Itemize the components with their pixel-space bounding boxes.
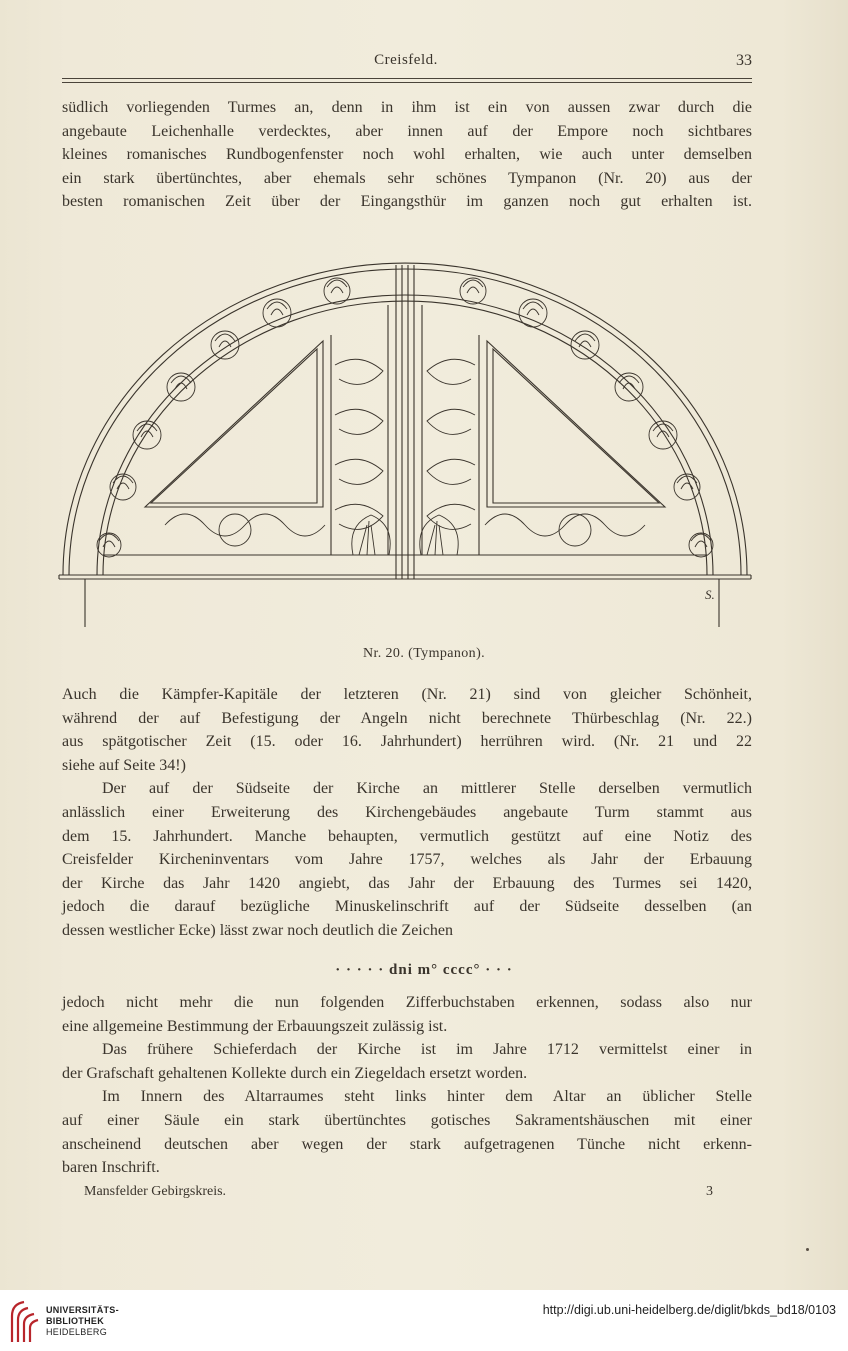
text-line: eine allgemeine Bestimmung der Erbauungszeit zulässig ist. xyxy=(62,1017,448,1035)
text-line: dem 15. Jahrhundert. Manche behaupten, vermutlich gestützt auf eine Notiz des xyxy=(62,827,752,845)
text-line: Creisfelder Kircheninventars vom Jahre 1757, welches als Jahr der Erbauung xyxy=(62,851,752,869)
text-line: dessen westlicher Ecke) lässt zwar noch deutlich die Zeichen xyxy=(62,921,453,939)
text-line: jedoch nicht mehr die nun folgenden Zifferbuchstaben erkennen, sodass also nur xyxy=(62,994,752,1011)
text-line: anlässlich einer Erweiterung des Kirchengebäudes angebaute Turm stammt aus xyxy=(62,803,752,821)
library-name-line3: HEIDELBERG xyxy=(46,1327,108,1337)
text-line: Der auf der Südseite der Kirche an mittlerer Stelle derselben vermutlich xyxy=(102,780,752,798)
page-number: 33 xyxy=(736,52,752,69)
artist-signature: S. xyxy=(705,587,715,602)
body-paragraph-2 xyxy=(62,991,752,1180)
text-line: jedoch die darauf bezügliche Minuskelinschrift auf der Südseite desselben (an xyxy=(62,898,752,916)
text-line: besten romanischen Zeit über der Eingangsthür im ganzen noch gut erhalten ist. xyxy=(62,193,752,211)
text-line: Im Innern des Altarraumes steht links hinter dem Altar an üblicher Stelle xyxy=(102,1088,752,1106)
tympanon-illustration xyxy=(55,255,755,635)
signature-mark: 3 xyxy=(706,1184,713,1199)
text-line: Das frühere Schieferdach der Kirche ist im Jahre 1712 vermittelst einer in xyxy=(102,1041,752,1059)
text-line: südlich vorliegenden Turmes an, denn in ihm ist ein von aussen zwar durch die xyxy=(62,99,752,116)
inscription-blackletter: · · · · · dni m° cccc° · · · xyxy=(335,962,513,978)
body-paragraph-1 xyxy=(62,683,752,943)
permalink-url[interactable]: http://digi.ub.uni-heidelberg.de/diglit/bkds_bd18/0103 xyxy=(542,1303,836,1317)
text-line: Auch die Kämpfer-Kapitäle der letzteren (Nr. 21) sind von gleicher Schönheit, xyxy=(62,686,752,703)
header-rule xyxy=(62,78,752,83)
intro-paragraph xyxy=(62,96,752,214)
text-line: kleines romanisches Rundbogenfenster noch wohl erhalten, wie auch unter demselben xyxy=(62,146,752,164)
library-name-line1: UNIVERSITÄTS- xyxy=(46,1305,119,1315)
text-line: ein stark übertünchtes, aber ehemals sehr schönes Tympanon (Nr. 20) aus der xyxy=(62,169,752,187)
library-footer-bar xyxy=(0,1290,848,1351)
library-name-line2: BIBLIOTHEK xyxy=(46,1316,104,1326)
paper-speck xyxy=(806,1248,809,1251)
university-library-logo-icon xyxy=(8,1298,40,1344)
text-line: siehe auf Seite 34!) xyxy=(62,756,186,774)
running-head-title: Creisfeld. xyxy=(374,52,438,68)
figure-caption: Nr. 20. (Tympanon). xyxy=(362,646,486,661)
text-line: anscheinend deutschen aber wegen der stark aufgetragenen Tünche nicht erkenn- xyxy=(62,1135,752,1153)
text-line: aus spätgotischer Zeit (15. oder 16. Jahrhundert) herrühren wird. (Nr. 21 und 22 xyxy=(62,733,752,751)
text-line: angebaute Leichenhalle verdecktes, aber innen auf der Empore noch sichtbares xyxy=(62,122,752,140)
library-name xyxy=(46,1305,119,1338)
text-line: während der auf Befestigung der Angeln nicht berechnete Thürbeschlag (Nr. 22.) xyxy=(62,709,752,727)
running-head xyxy=(60,52,752,74)
text-line: auf einer Säule ein stark übertünchtes gotisches Sakramentshäuschen mit einer xyxy=(62,1111,752,1129)
text-line: der Grafschaft gehaltenen Kollekte durch ein Ziegeldach ersetzt worden. xyxy=(62,1064,528,1082)
text-line: baren Inschrift. xyxy=(62,1159,160,1177)
page-footer xyxy=(84,1184,713,1204)
text-line: der Kirche das Jahr 1420 angiebt, das Jahr der Erbauung des Turmes sei 1420, xyxy=(62,874,752,892)
footer-district: Mansfelder Gebirgskreis. xyxy=(84,1184,227,1199)
